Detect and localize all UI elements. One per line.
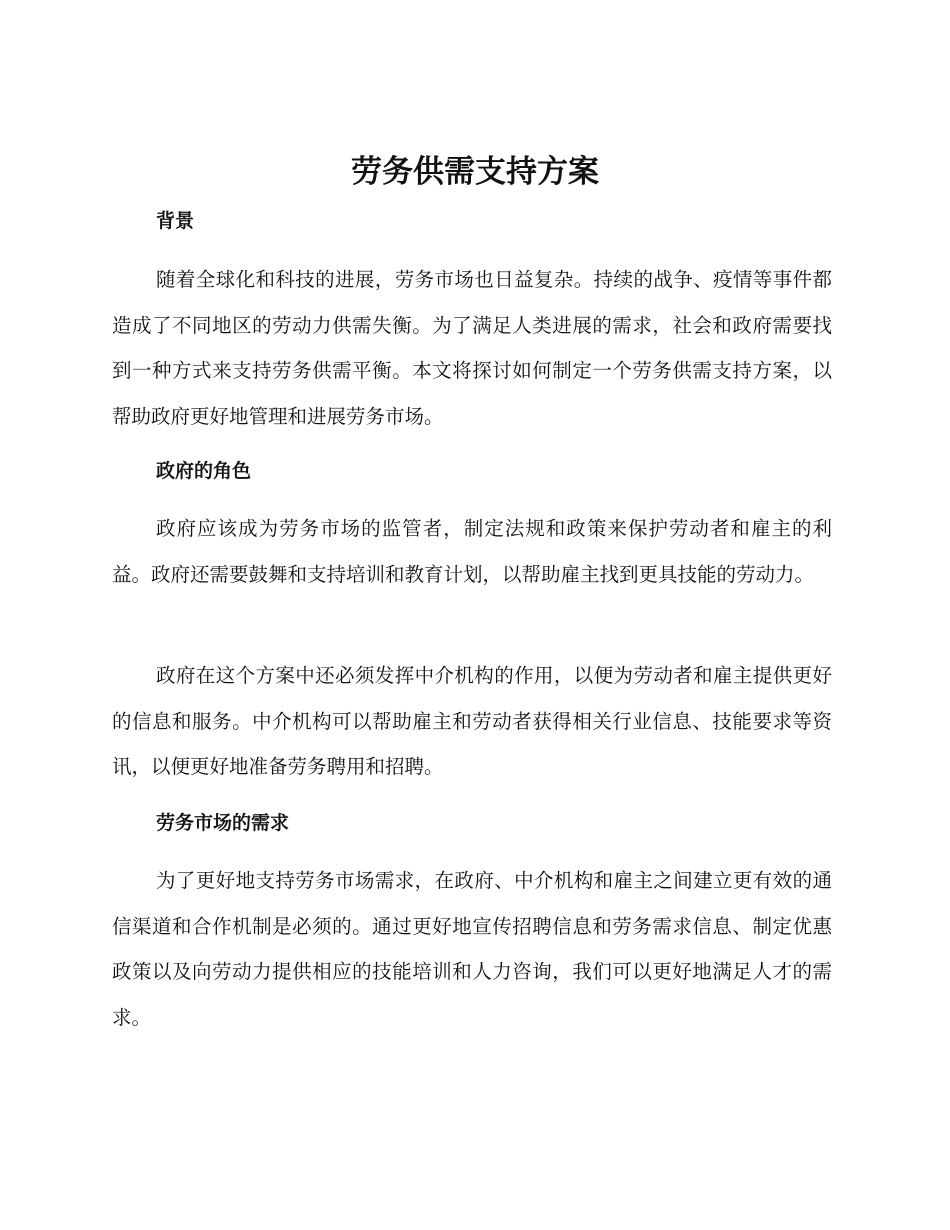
section-heading-background: 背景 xyxy=(156,210,195,232)
section-heading-government-role: 政府的角色 xyxy=(156,460,252,482)
paragraph-market-demand: 为了更好地支持劳务市场需求，在政府、中介机构和雇主之间建立更有效的通信渠道和合作机制是必须的。通过更好地宣传招聘信息和劳务需求信息、制定优惠政策以及向劳动力提供相应的技能培训和人力咨询，我们可以更好地满足人才的需求。 xyxy=(112,869,832,1029)
section-heading-market-demand: 劳务市场的需求 xyxy=(156,812,290,834)
paragraph-government-role-2: 政府在这个方案中还必须发挥中介机构的作用，以便为劳动者和雇主提供更好的信息和服务。中介机构可以帮助雇主和劳动者获得相关行业信息、技能要求等资讯，以便更好地准备劳务聘用和招聘。 xyxy=(112,664,832,778)
document-title: 劳务供需支持方案 xyxy=(351,154,599,190)
paragraph-government-role-1: 政府应该成为劳务市场的监管者，制定法规和政策来保护劳动者和雇主的利益。政府还需要鼓舞和支持培训和教育计划，以帮助雇主找到更具技能的劳动力。 xyxy=(112,517,832,586)
paragraph-background: 随着全球化和科技的进展，劳务市场也日益复杂。持续的战争、疫情等事件都造成了不同地区的劳动力供需失衡。为了满足人类进展的需求，社会和政府需要找到一种方式来支持劳务供需平衡。本文将探讨如何制定一个劳务供需支持方案，以帮助政府更好地管理和进展劳务市场。 xyxy=(112,268,832,428)
